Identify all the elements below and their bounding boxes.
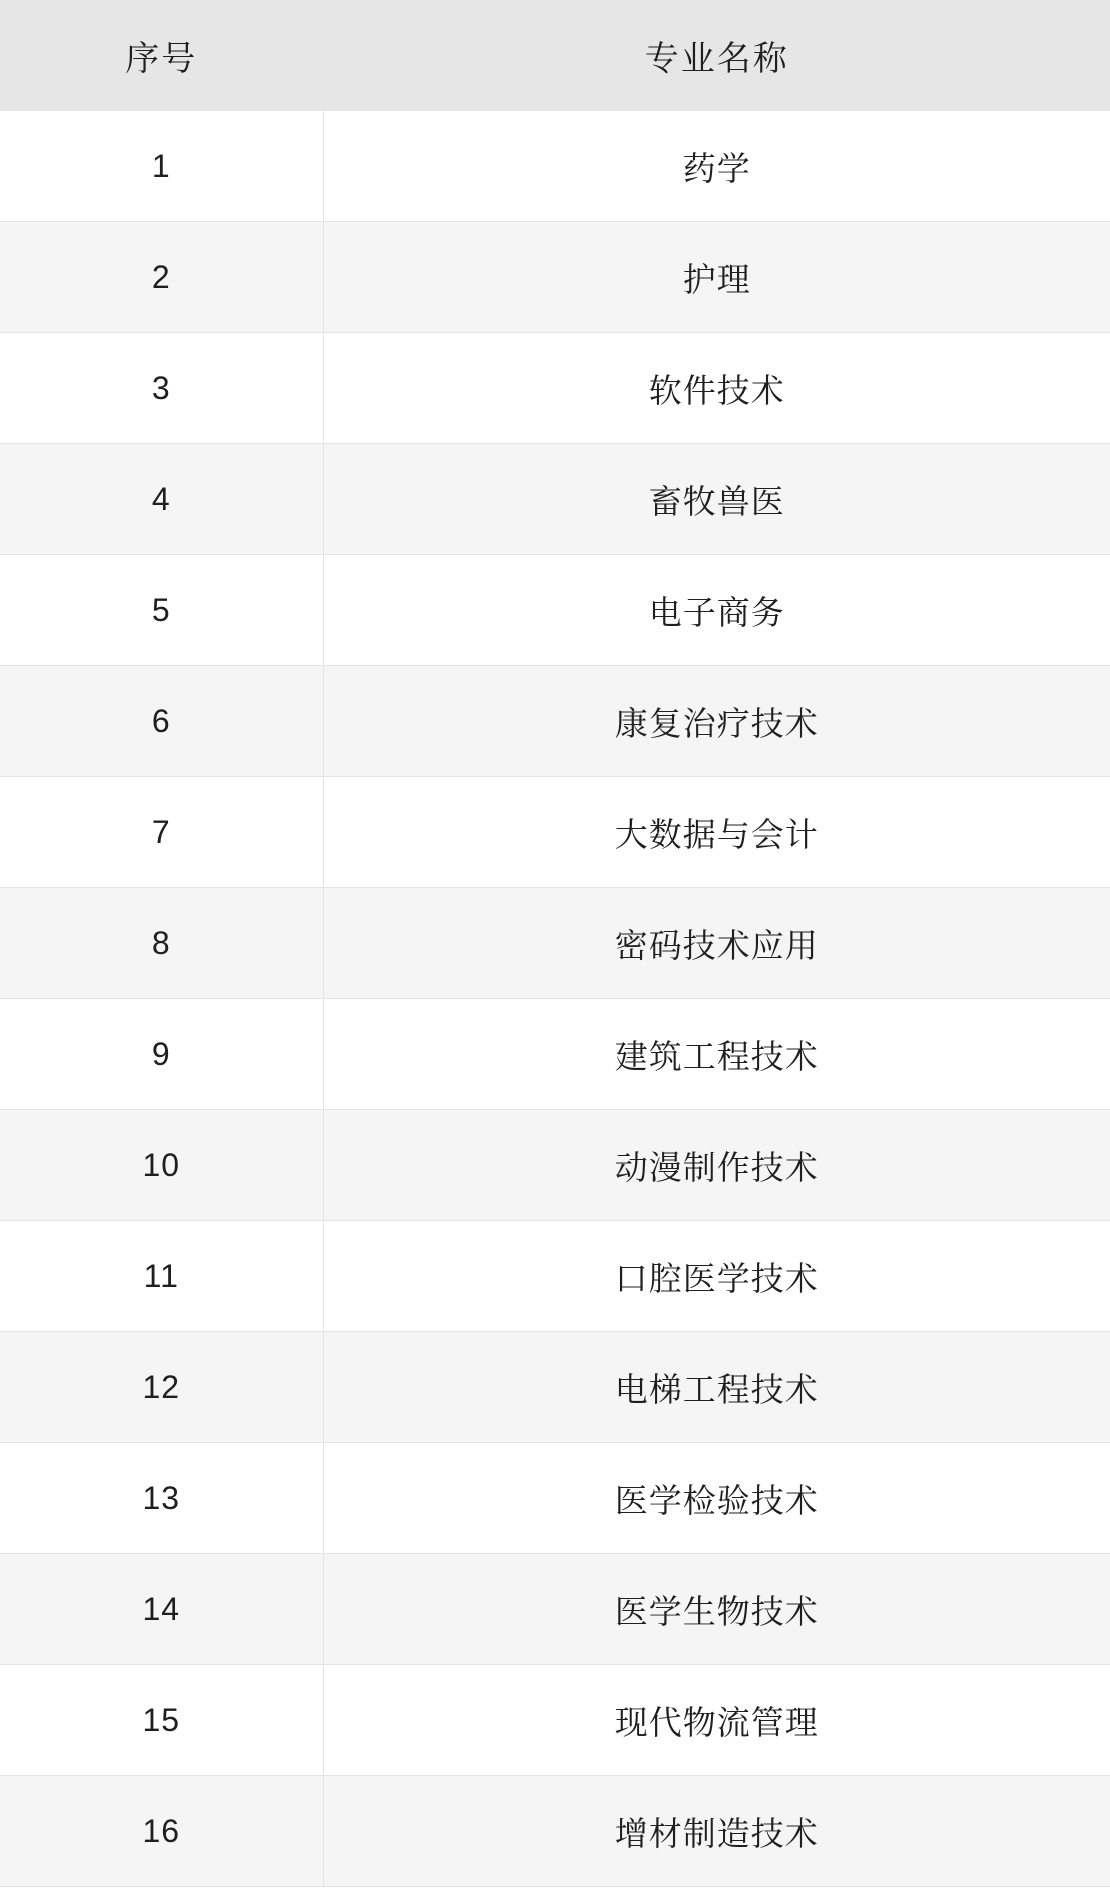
table-row [0,1332,1110,1443]
cell-index: 5 [0,555,323,666]
column-header-index: 序号 [0,0,323,111]
cell-index: 9 [0,999,323,1110]
cell-index: 14 [0,1554,323,1665]
table-row [0,1443,1110,1554]
table-row [0,111,1110,222]
cell-major-name: 口腔医学技术 [323,1221,1110,1332]
cell-index: 6 [0,666,323,777]
cell-index: 12 [0,1332,323,1443]
cell-index: 16 [0,1776,323,1887]
cell-index: 4 [0,444,323,555]
table-row [0,555,1110,666]
cell-major-name: 康复治疗技术 [323,666,1110,777]
cell-index: 11 [0,1221,323,1332]
cell-major-name: 软件技术 [323,333,1110,444]
cell-major-name: 动漫制作技术 [323,1110,1110,1221]
cell-major-name: 大数据与会计 [323,777,1110,888]
cell-major-name: 增材制造技术 [323,1776,1110,1887]
table-row [0,1110,1110,1221]
table-row [0,1776,1110,1887]
cell-major-name: 医学检验技术 [323,1443,1110,1554]
cell-major-name: 电子商务 [323,555,1110,666]
cell-index: 2 [0,222,323,333]
cell-major-name: 密码技术应用 [323,888,1110,999]
table-row [0,1665,1110,1776]
cell-index: 8 [0,888,323,999]
table-row [0,1554,1110,1665]
table-row [0,888,1110,999]
table-row [0,666,1110,777]
cell-major-name: 医学生物技术 [323,1554,1110,1665]
table-header-row [0,0,1110,111]
table-row [0,999,1110,1110]
cell-index: 1 [0,111,323,222]
cell-index: 13 [0,1443,323,1554]
cell-major-name: 电梯工程技术 [323,1332,1110,1443]
cell-index: 7 [0,777,323,888]
table-header [0,0,1110,111]
cell-major-name: 现代物流管理 [323,1665,1110,1776]
cell-index: 15 [0,1665,323,1776]
table-row [0,777,1110,888]
cell-major-name: 建筑工程技术 [323,999,1110,1110]
table-row [0,444,1110,555]
table-row [0,333,1110,444]
cell-index: 10 [0,1110,323,1221]
cell-index: 3 [0,333,323,444]
table-row [0,1221,1110,1332]
cell-major-name: 畜牧兽医 [323,444,1110,555]
cell-major-name: 护理 [323,222,1110,333]
table-body [0,111,1110,1887]
cell-major-name: 药学 [323,111,1110,222]
table-row [0,222,1110,333]
column-header-major-name: 专业名称 [323,0,1110,111]
